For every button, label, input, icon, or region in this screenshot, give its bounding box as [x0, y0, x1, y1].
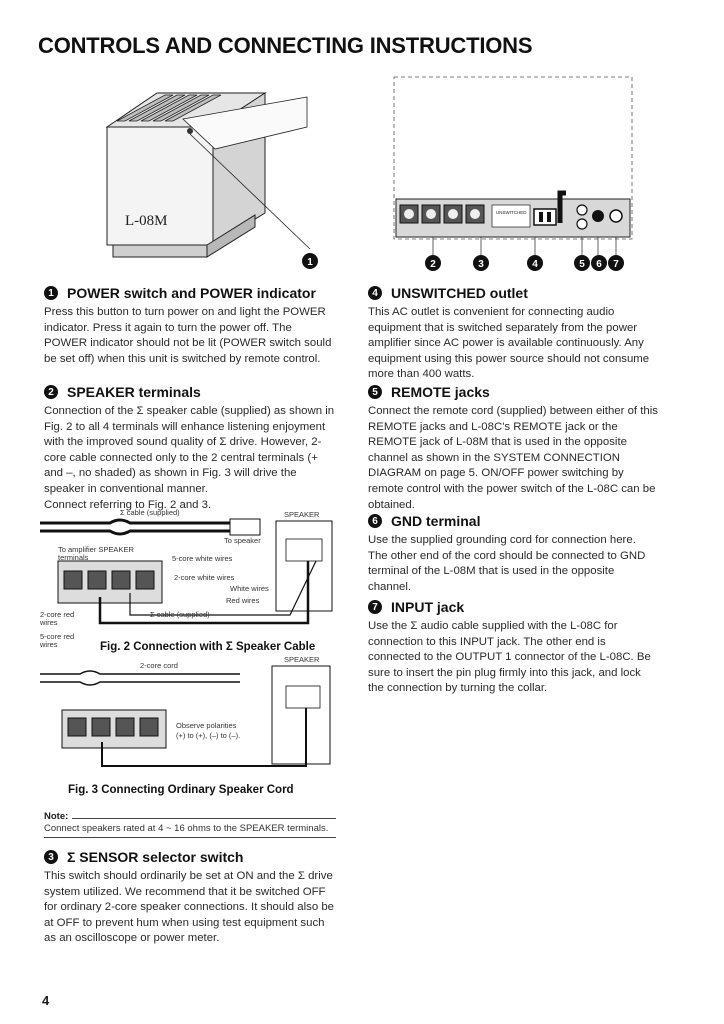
rear-panel-illustration	[390, 73, 640, 273]
svg-text:Σ cable (supplied): Σ cable (supplied)	[120, 508, 180, 517]
fig3-diagram	[40, 654, 340, 774]
section-gnd-terminal	[368, 513, 658, 595]
fig2-caption: Fig. 2 Connection with Σ Speaker Cable	[100, 641, 316, 653]
svg-text:terminals: terminals	[58, 553, 89, 562]
section-input-jack	[368, 599, 658, 697]
svg-text:To amplifier SPEAKER: To amplifier SPEAKER	[58, 545, 134, 554]
section-body: This switch should ordinarily be set at ON and the Σ drive system utilized. We recommend that it be switched OFF for ordinary 2-core speaker connections. It should also be at OFF to prevent hum when using test equipment such as an oscilloscope or power meter.	[44, 870, 334, 945]
section-body: Connect the remote cord (supplied) between either of this REMOTE jacks and L-08C's REMOTE jack or the REMOTE jack of L-08M that is used in the opposite channel as shown in the SYSTEM CONNECTION DIAGRAM on page 5. ON/OFF power switching by remote control with the power switch of the L-08C can be obtained.	[368, 405, 658, 511]
section-body: This AC outlet is convenient for connecting audio equipment that is switched separately from the power amplifier since AC power is available continuously. Any equipment using this power source should not consume more than 400 watts.	[368, 306, 650, 381]
section-power-switch	[44, 285, 336, 367]
section-body: Use the Σ audio cable supplied with the L-08C for connection to this INPUT jack. The other end is connected to the OUTPUT 1 connector of the L-08C. Be sure to insert the pin plug firmly into this jack, and lock the connection by turning the collar.	[368, 620, 651, 695]
svg-text:5-core white wires: 5-core white wires	[172, 554, 233, 563]
svg-text:SPEAKER: SPEAKER	[284, 655, 320, 664]
callout-5: 5	[579, 259, 585, 270]
svg-text:5-core red: 5-core red	[40, 632, 75, 641]
svg-text:Σ cable (supplied): Σ cable (supplied)	[150, 610, 210, 619]
svg-text:Observe polarities: Observe polarities	[176, 721, 237, 730]
section-heading: 7 INPUT jack	[368, 599, 658, 615]
page-title: CONTROLS AND CONNECTING INSTRUCTIONS	[38, 33, 533, 58]
section-heading: 6 GND terminal	[368, 513, 658, 529]
svg-text:To speaker: To speaker	[224, 536, 261, 545]
section-heading: 4 UNSWITCHED outlet	[368, 285, 658, 301]
callout-2: 2	[430, 259, 436, 270]
section-remote-jacks	[368, 384, 658, 513]
section-heading: 3 Σ SENSOR selector switch	[44, 849, 336, 865]
svg-text:White wires: White wires	[230, 584, 269, 593]
note-label: Note:	[44, 811, 72, 822]
unit-illustration	[95, 85, 335, 275]
callout-3: 3	[478, 259, 484, 270]
callout-1: 1	[307, 257, 313, 268]
svg-text:2-core white wires: 2-core white wires	[174, 573, 235, 582]
section-body-2: Connect referring to Fig. 2 and 3.	[44, 498, 212, 511]
model-label: L-08M	[125, 213, 168, 229]
note-block	[44, 806, 336, 838]
svg-text:SPEAKER: SPEAKER	[284, 510, 320, 519]
section-sensor-switch	[44, 849, 336, 947]
callout-6: 6	[596, 259, 602, 270]
note-text: Connect speakers rated at 4 ~ 16 ohms to the SPEAKER terminals.	[44, 823, 336, 838]
fig2-diagram	[40, 505, 340, 653]
section-heading: 2 SPEAKER terminals	[44, 384, 336, 400]
svg-text:wires: wires	[40, 618, 58, 627]
section-body: Press this button to turn power on and light the POWER indicator. Press it again to turn the power off. The POWER indicator should not be lit (POWER switch sould be set off) when this unit is switched by remote control.	[44, 306, 332, 365]
panel-label: UNSWITCHED	[496, 210, 527, 215]
svg-text:2-core cord: 2-core cord	[140, 661, 178, 670]
svg-text:(+) to (+), (–) to (–).: (+) to (+), (–) to (–).	[176, 731, 241, 740]
callout-7: 7	[613, 259, 619, 270]
callout-4: 4	[532, 259, 538, 270]
svg-text:wires: wires	[40, 640, 58, 649]
svg-text:2-core red: 2-core red	[40, 610, 75, 619]
section-unswitched-outlet	[368, 285, 658, 383]
section-body: Use the supplied grounding cord for connection here. The other end of the cord should be connected to GND terminal of the L-08M that is used in the opposite channel.	[368, 534, 646, 593]
fig3-caption: Fig. 3 Connecting Ordinary Speaker Cord	[68, 784, 294, 796]
section-heading: 5 REMOTE jacks	[368, 384, 658, 400]
section-body: Connection of the Σ speaker cable (supplied) as shown in Fig. 2 to all 4 terminals will enhance listening enjoyment with the improved sound quality of Σ drive. However, 2-core cable connected only to the 2 central terminals (+ and –, no shaded) as shown in Fig. 3 will drive the speaker in conventional manner.	[44, 405, 335, 495]
svg-text:Red wires: Red wires	[226, 596, 260, 605]
section-speaker-terminals	[44, 384, 336, 513]
page-number: 4	[42, 993, 50, 1008]
section-heading: 1 POWER switch and POWER indicator	[44, 285, 336, 301]
